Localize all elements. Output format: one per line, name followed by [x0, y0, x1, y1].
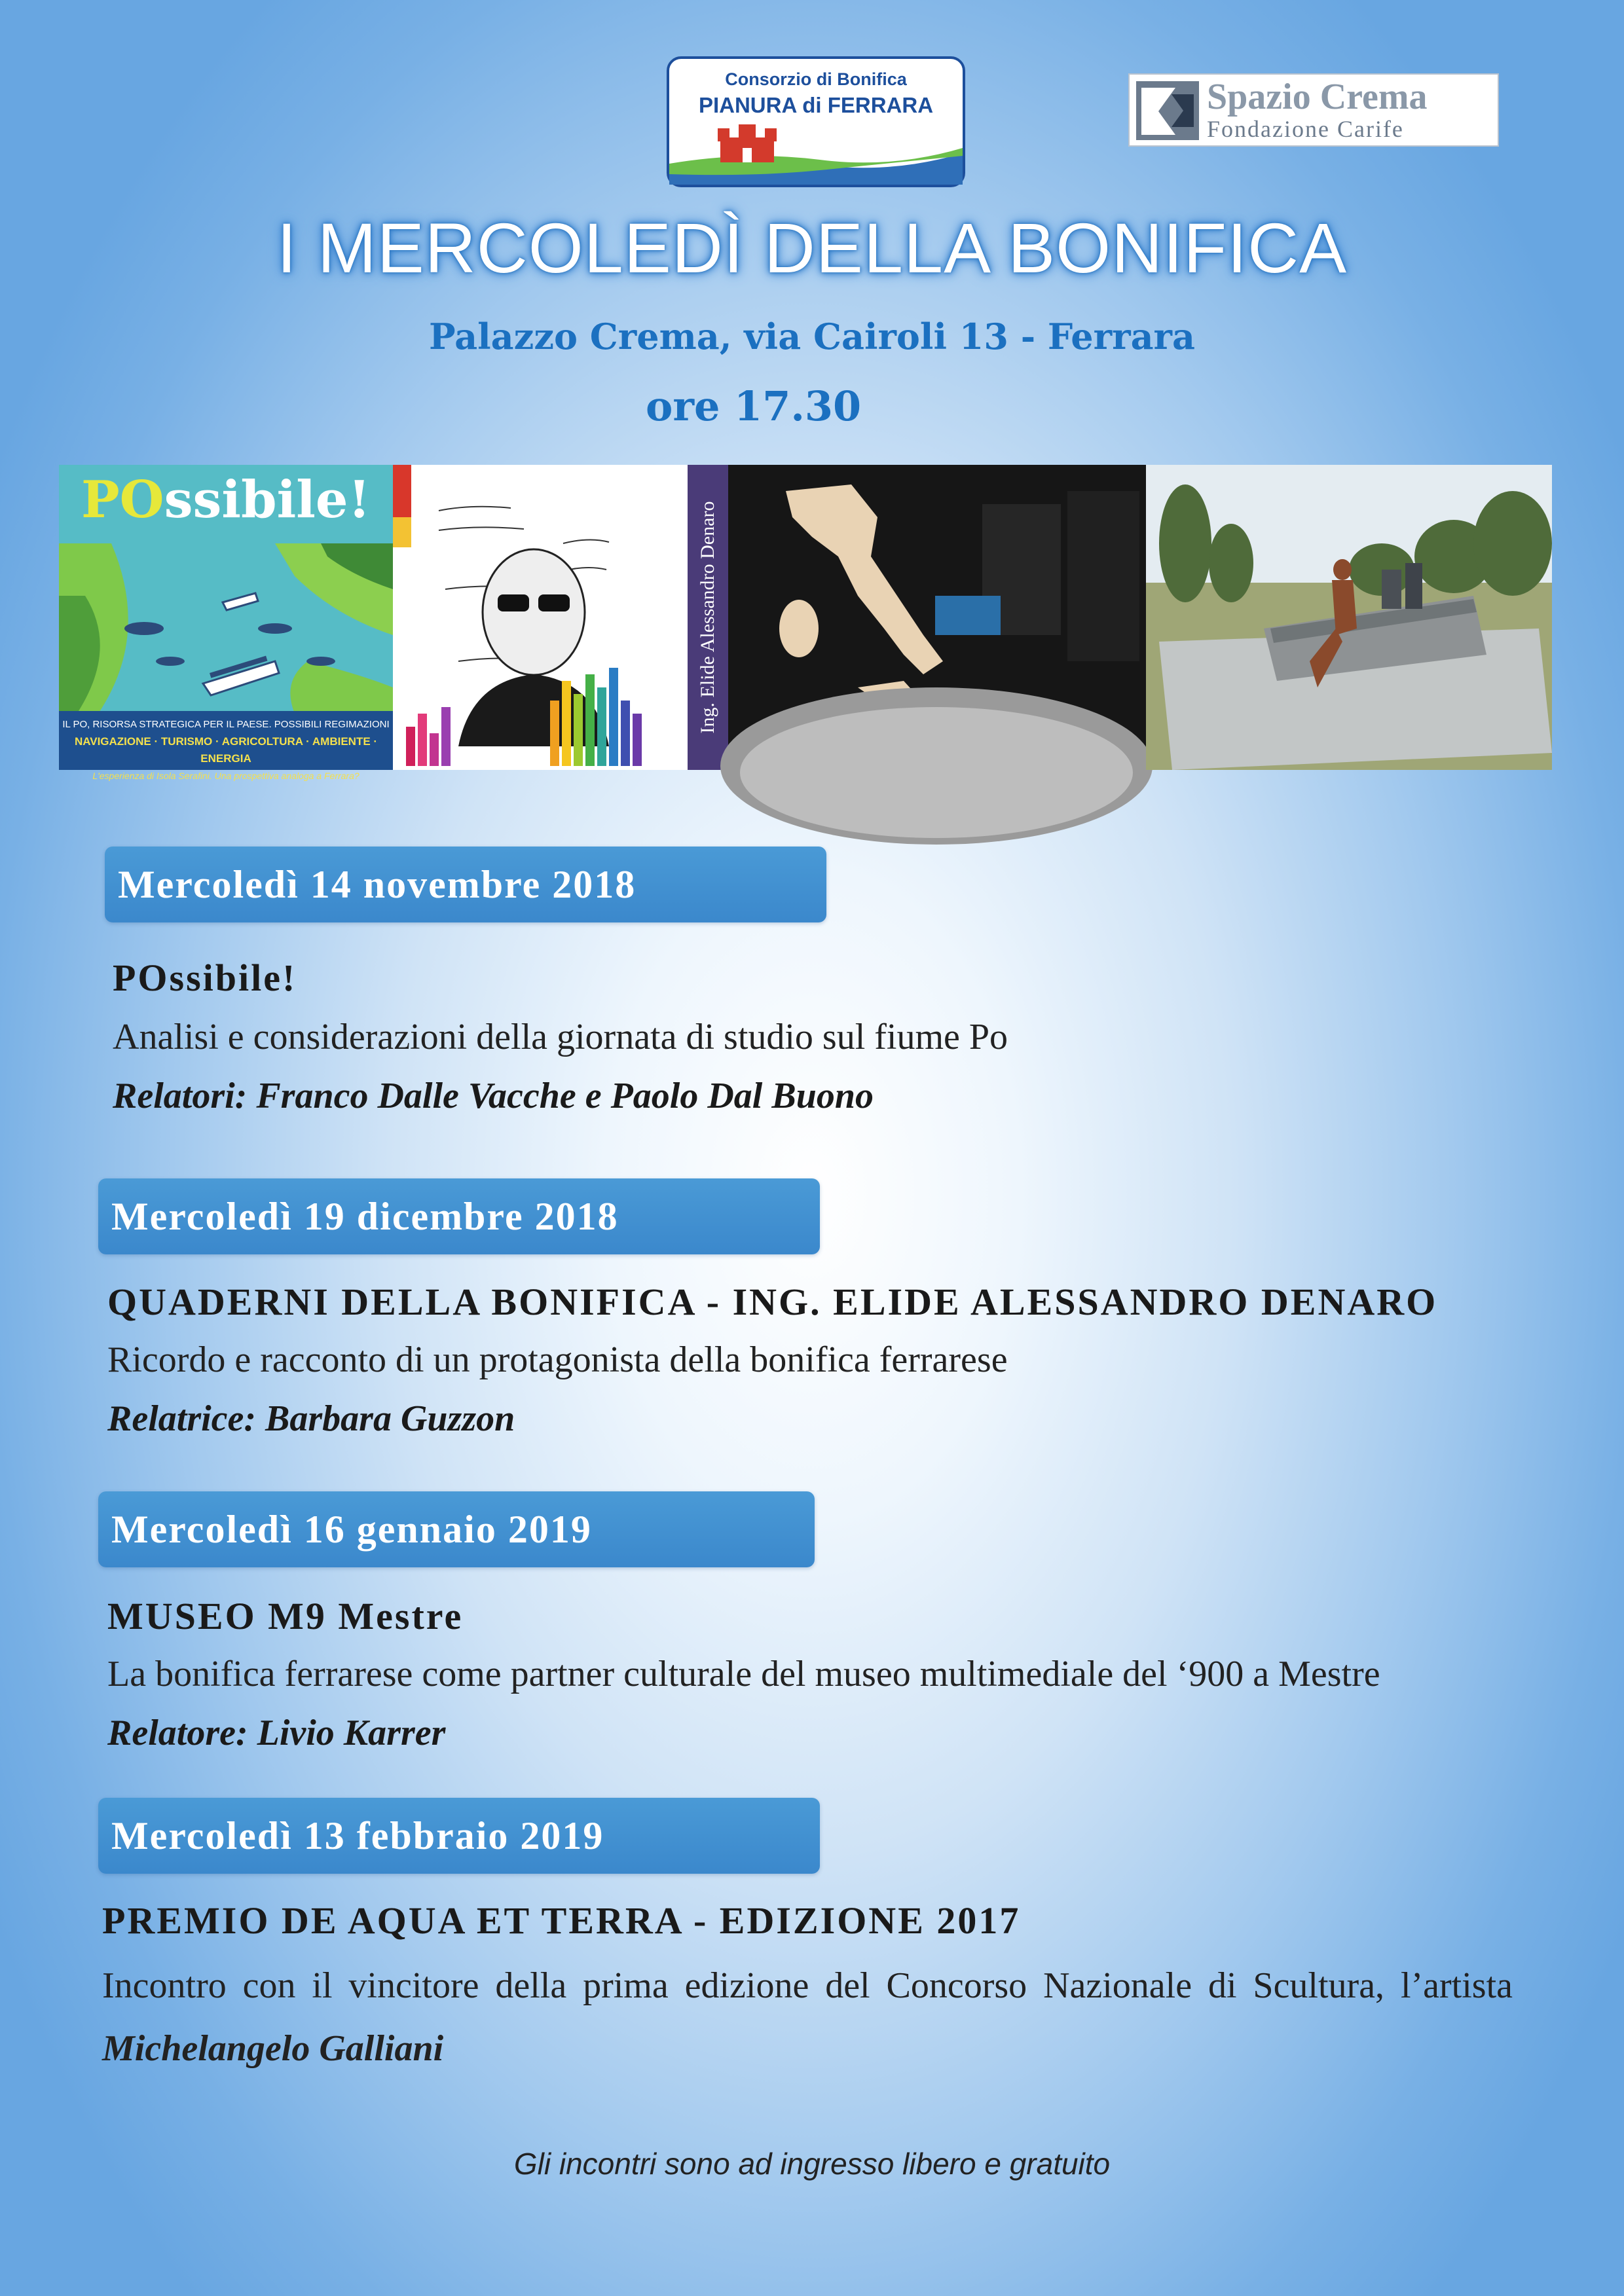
event-description-4-text: Incontro con il vincitore della prima edizione del Concorso Nazionale di Scultura, l’artista [102, 1965, 1513, 2006]
cover-band-line2: NAVIGAZIONE · TURISMO · AGRICOLTURA · AMBIENTE · ENERGIA [74, 735, 378, 765]
consorzio-logo-line1: Consorzio di Bonifica [725, 69, 907, 89]
cover-title-rest: ssibile! [164, 470, 371, 530]
event-speakers-1: Relatori: Franco Dalle Vacche e Paolo Dal Buono [113, 1076, 874, 1116]
image-strip [59, 465, 1552, 781]
venue-address: Palazzo Crema, via Cairoli 13 - Ferrara [429, 316, 1195, 357]
event-speakers-2: Relatrice: Barbara Guzzon [107, 1398, 515, 1439]
event-title-1: POssibile! [113, 957, 297, 999]
event-title-4: PREMIO DE AQUA ET TERRA - EDIZIONE 2017 [102, 1899, 1021, 1942]
sculpture-image [1146, 465, 1552, 770]
event-description-4 [102, 1954, 1513, 2080]
sculpture-boat-icon [1146, 465, 1552, 770]
event-description-2: Ricordo e racconto di un protagonista della bonifica ferrarese [107, 1339, 1008, 1380]
spazio-crema-logo [1128, 73, 1499, 147]
event-date-1: Mercoledì 14 novembre 2018 [105, 847, 826, 922]
cover-title-po: PO [81, 470, 164, 530]
cover-band-line1: IL PO, RISORSA STRATEGICA PER IL PAESE. POSSIBILI REGIMAZIONI [62, 719, 390, 730]
portrait-illustration-icon [393, 465, 688, 770]
event-description-3: La bonifica ferrarese come partner culturale del museo multimediale del ‘900 a Mestre [107, 1654, 1380, 1694]
cover-title [81, 470, 371, 530]
event-date-3: Mercoledì 16 gennaio 2019 [98, 1491, 815, 1567]
consorzio-logo [667, 56, 965, 187]
cover-band-line3: L'esperienza di Isola Serafini. Una prospettiva analoga a Ferrara? [92, 771, 360, 781]
quaderni-cover-image [393, 465, 688, 770]
spazio-crema-mark-icon [1136, 81, 1199, 140]
museum-image [688, 465, 1146, 770]
event-description-1: Analisi e considerazioni della giornata di studio sul fiume Po [113, 1017, 1008, 1057]
event-title-3: MUSEO M9 Mestre [107, 1595, 464, 1637]
possibile-cover-image [59, 465, 393, 781]
event-speakers-3: Relatore: Livio Karrer [107, 1713, 446, 1753]
consorzio-logo-line2: PIANURA di FERRARA [698, 93, 934, 117]
cover-band [59, 711, 393, 781]
event-date-2: Mercoledì 19 dicembre 2018 [98, 1178, 820, 1254]
event-title-2: QUADERNI DELLA BONIFICA - ING. ELIDE ALESSANDRO DENARO [107, 1281, 1438, 1323]
spazio-crema-name: Spazio Crema [1207, 77, 1428, 117]
event-date-4: Mercoledì 13 febbraio 2019 [98, 1798, 820, 1874]
footer-note: Gli incontri sono ad ingresso libero e gratuito [513, 2147, 1111, 2181]
spazio-crema-subtitle: Fondazione Carife [1207, 116, 1404, 142]
event-time: ore 17.30 [646, 382, 862, 430]
italy-map-icon [688, 465, 1146, 770]
castle-landscape-icon [669, 124, 963, 185]
event-artist-4: Michelangelo Galliani [102, 2028, 444, 2069]
page-title: I MERCOLEDÌ DELLA BONIFICA [276, 208, 1348, 287]
quaderno-side-text: Ing. Elide Alessandro Denaro [697, 501, 718, 734]
